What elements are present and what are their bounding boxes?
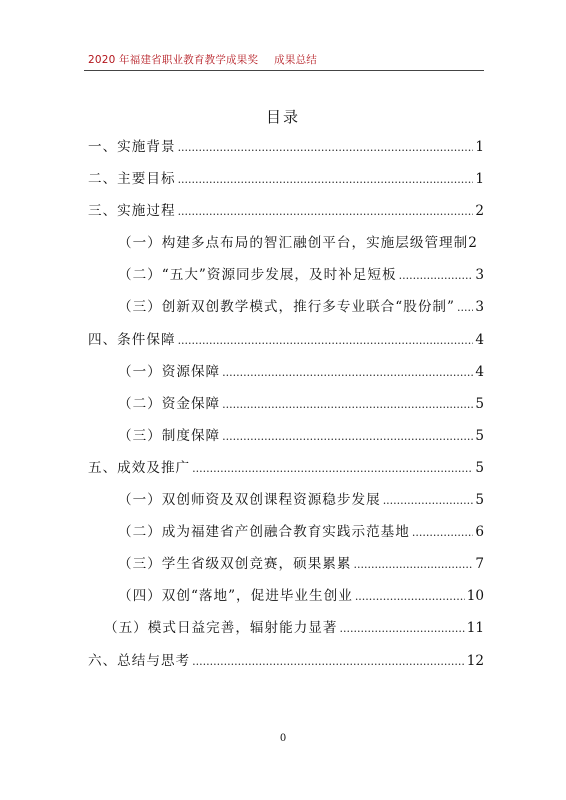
toc-entry-label: （四）双创“落地”，促进毕业生创业 xyxy=(118,588,353,605)
toc-subentry[interactable] xyxy=(88,520,484,552)
toc-entry-page: 1 xyxy=(475,139,484,155)
toc-leader xyxy=(222,398,473,411)
toc-subentry[interactable] xyxy=(88,488,484,520)
toc-title: 目录 xyxy=(265,108,300,126)
toc-entry-page: 2 xyxy=(475,203,484,220)
toc-leader xyxy=(412,526,473,539)
running-header xyxy=(88,52,317,67)
toc-entry-page: 5 xyxy=(475,492,484,509)
toc-entry-label: （一）资源保障 xyxy=(118,363,221,380)
toc-subentry[interactable] xyxy=(88,552,484,584)
toc-entry-page: 6 xyxy=(475,524,484,541)
toc-entry-page: 4 xyxy=(475,363,484,380)
toc-subentry[interactable] xyxy=(88,360,484,392)
toc-entry-label: 二、主要目标 xyxy=(88,171,176,188)
toc-entry-label: （三）学生省级双创竞赛，硕果累累 xyxy=(118,556,352,573)
toc-entry-label: 一、实施背景 xyxy=(88,139,176,155)
toc-subentry[interactable] xyxy=(88,231,484,263)
toc-entry[interactable] xyxy=(88,456,484,488)
toc-entry-label: 五、成效及推广 xyxy=(88,459,191,476)
toc-entry-label: （二）成为福建省产创融合教育实践示范基地 xyxy=(118,524,410,541)
toc-leader xyxy=(355,590,465,603)
toc-entry-label: 四、条件保障 xyxy=(88,331,176,348)
toc-entry[interactable] xyxy=(88,328,484,360)
toc-entry-page: 1 xyxy=(475,171,484,188)
page-number: 0 xyxy=(279,733,287,744)
toc-entry-label: （三）创新双创教学模式，推行多专业联合“股份制” xyxy=(118,299,455,316)
toc-entry-label: （一）构建多点布局的智汇融创平台，实施层级管理制 xyxy=(118,235,469,252)
table-of-contents xyxy=(88,135,484,681)
toc-entry-label: 三、实施过程 xyxy=(88,203,176,220)
toc-entry-page: 5 xyxy=(475,395,484,412)
toc-entry-label: （二）“五大”资源同步发展，及时补足短板 xyxy=(118,267,397,284)
toc-leader xyxy=(192,462,473,475)
toc-leader xyxy=(178,205,474,218)
toc-subentry[interactable] xyxy=(88,392,484,424)
toc-subentry[interactable] xyxy=(88,295,484,327)
toc-entry-page: 3 xyxy=(475,267,484,284)
toc-entry-page: 2 xyxy=(468,235,477,252)
toc-leader xyxy=(340,622,465,635)
header-rule xyxy=(84,70,484,71)
toc-entry-page: 4 xyxy=(475,331,484,348)
toc-entry-label: （三）制度保障 xyxy=(118,427,221,444)
toc-entry-label: （一）双创师资及双创课程资源稳步发展 xyxy=(118,492,381,509)
toc-leader xyxy=(178,173,474,186)
toc-entry[interactable] xyxy=(88,135,484,167)
toc-entry-page: 5 xyxy=(475,459,484,476)
toc-subentry[interactable] xyxy=(88,424,484,456)
toc-entry-page: 11 xyxy=(466,620,484,637)
toc-entry-page: 7 xyxy=(475,556,484,573)
toc-entry-page: 10 xyxy=(466,588,484,605)
toc-entry[interactable] xyxy=(88,167,484,199)
toc-subentry[interactable] xyxy=(88,263,484,295)
toc-leader xyxy=(178,334,474,347)
toc-entry[interactable] xyxy=(88,199,484,231)
toc-leader xyxy=(383,494,474,507)
toc-leader xyxy=(222,366,473,379)
toc-entry-page: 5 xyxy=(475,427,484,444)
toc-leader xyxy=(222,430,473,443)
toc-leader xyxy=(399,269,474,282)
toc-entry-page: 12 xyxy=(466,652,484,669)
toc-entry[interactable] xyxy=(88,649,484,681)
toc-leader xyxy=(354,558,474,571)
toc-leader xyxy=(192,655,465,668)
toc-subentry[interactable] xyxy=(88,584,484,616)
toc-leader xyxy=(457,301,473,314)
toc-entry-label: （五）模式日益完善，辐射能力显著 xyxy=(104,620,338,637)
toc-leader xyxy=(178,141,474,154)
header-section-title: 成果总结 xyxy=(274,54,317,66)
toc-entry-label: 六、总结与思考 xyxy=(88,652,191,669)
toc-entry-label: （二）资金保障 xyxy=(118,395,221,412)
toc-entry-page: 3 xyxy=(475,299,484,316)
header-award-title: 2020 年福建省职业教育教学成果奖 xyxy=(88,54,259,66)
toc-subentry[interactable] xyxy=(88,616,484,648)
